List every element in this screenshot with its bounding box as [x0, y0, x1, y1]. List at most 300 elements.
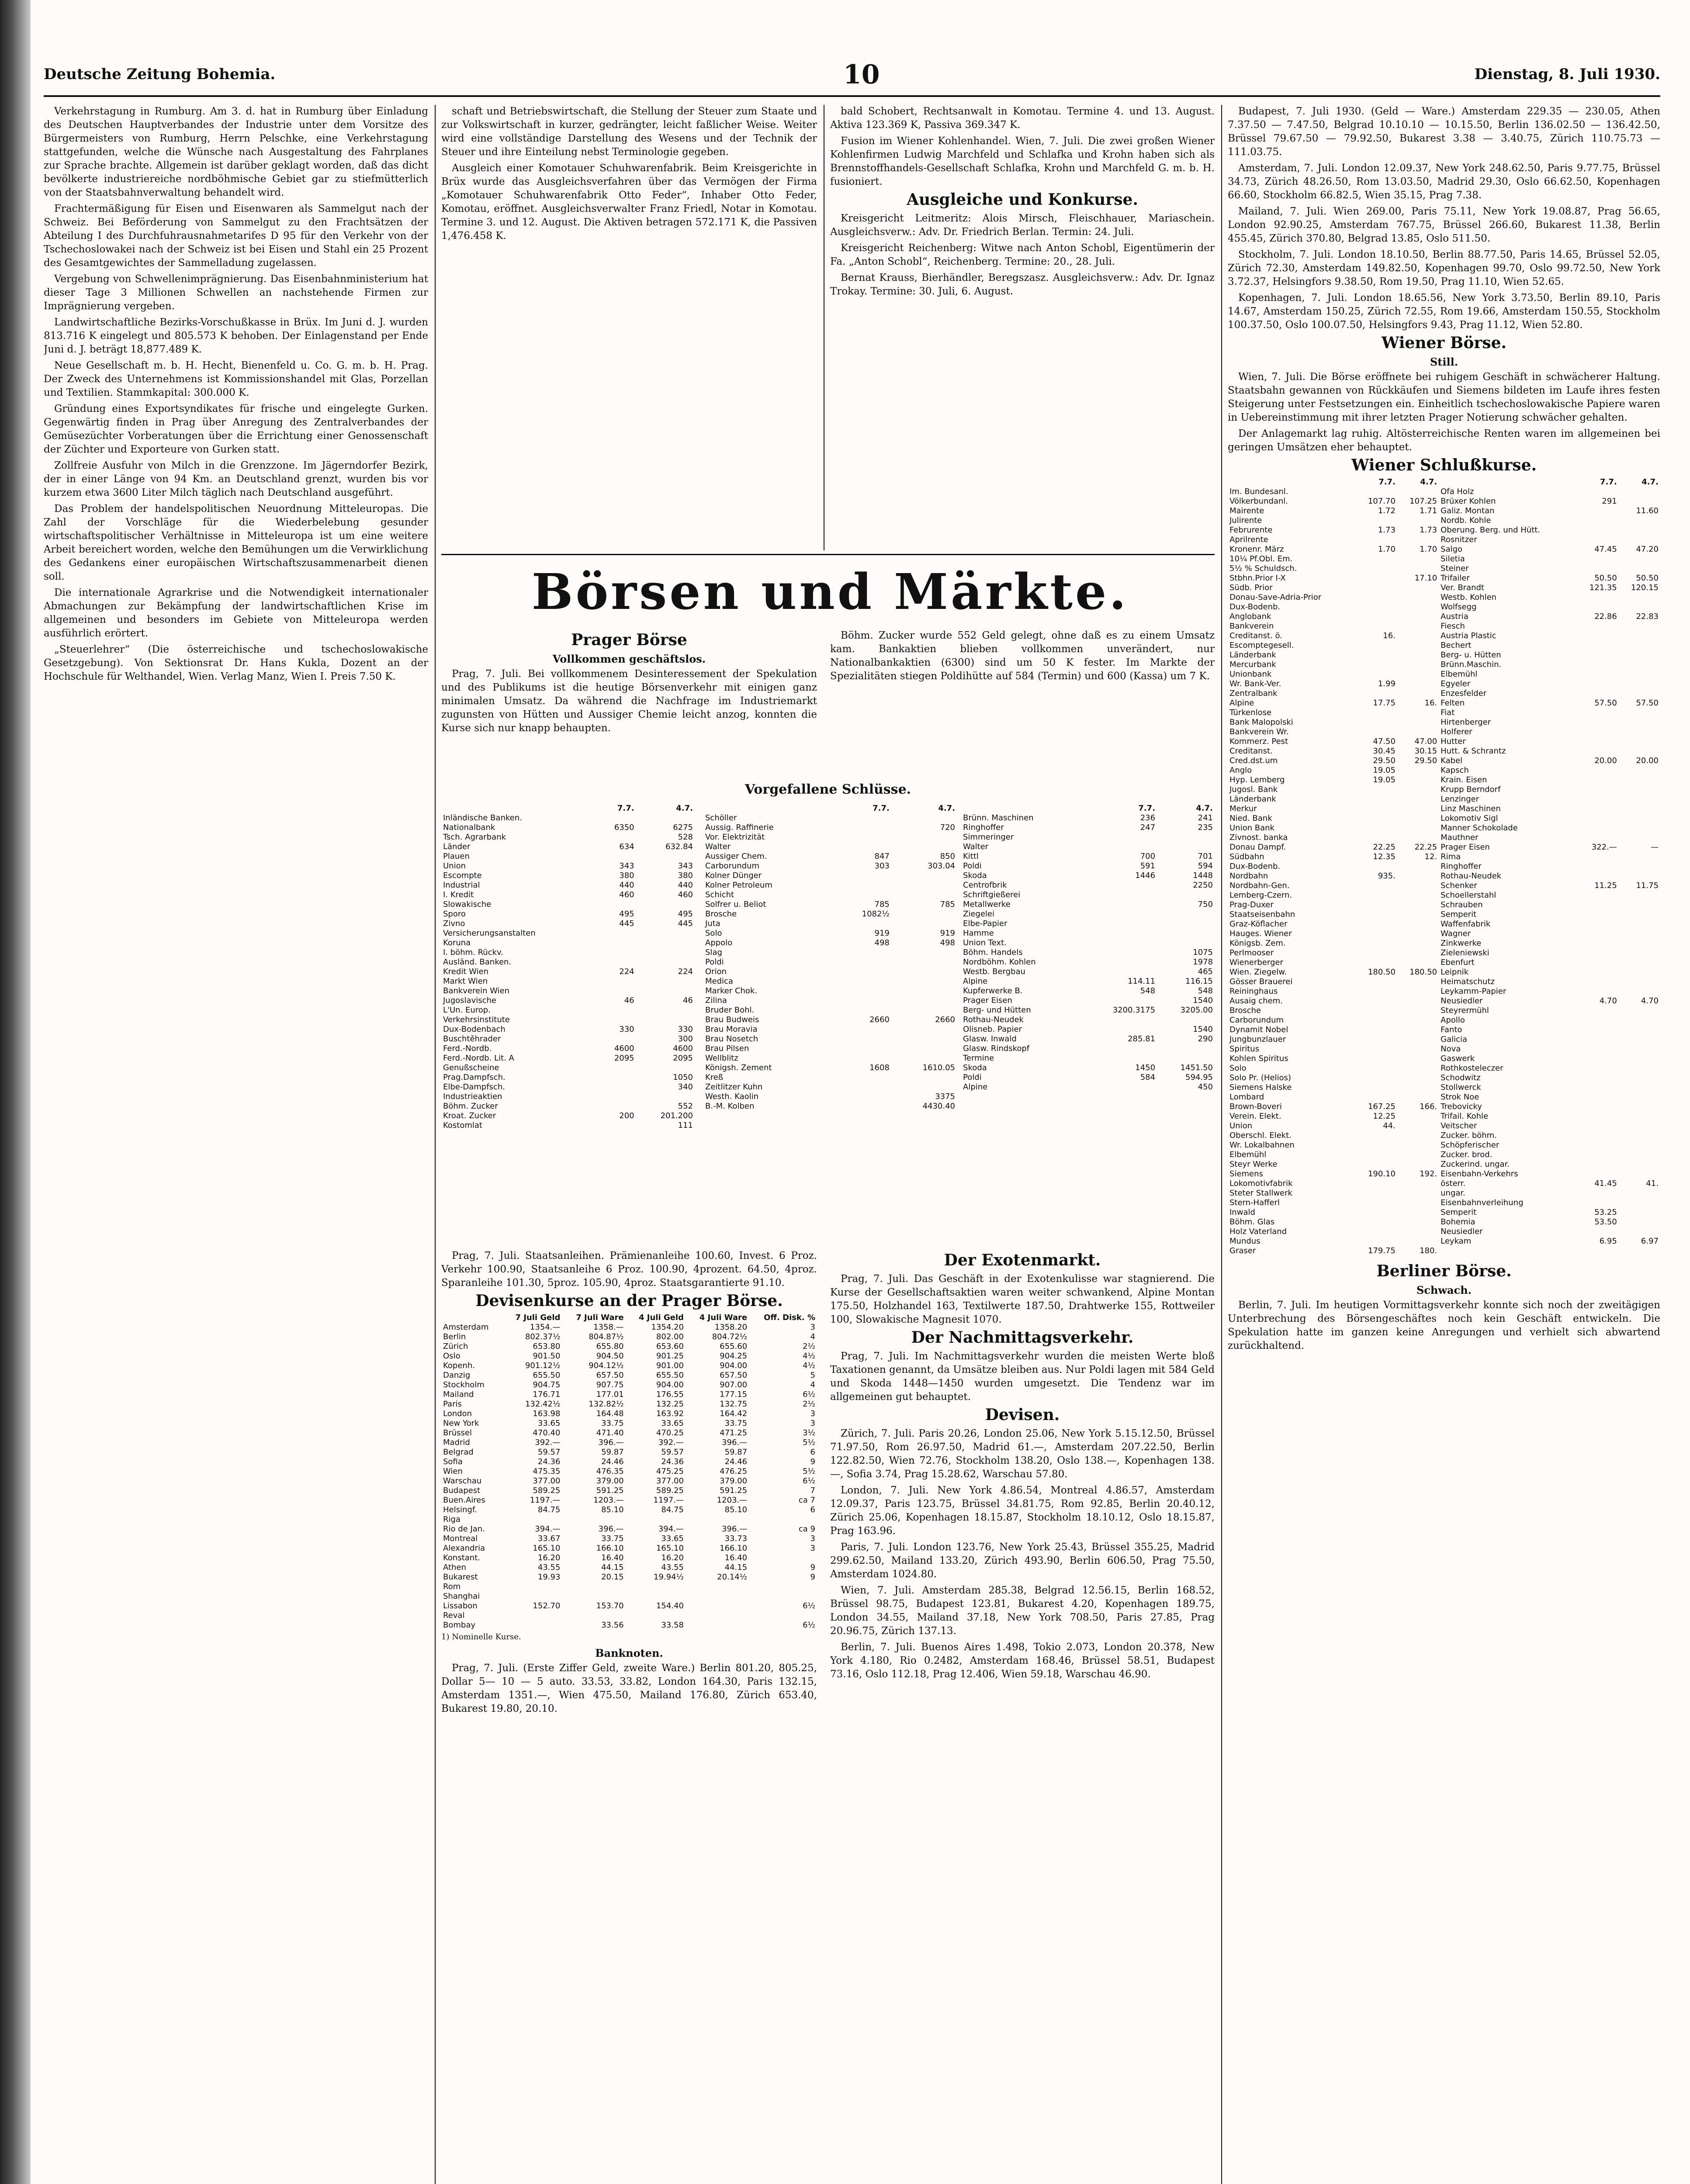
rates-paragraph: Stockholm, 7. Juli. London 18.10.50, Berlin 88.77.50, Paris 14.65, Brüssel 52.05, Zürich 72.30, Amsterdam 149.82.50, Kopenhagen 99.70, Oslo 99.72.50, New York 3.72.37, Helsingfors 9.38.50, Rom 19.50, Prag 11.10, Wien 52.65. — [1228, 249, 1660, 287]
table-cell: Escomptegesell. — [1229, 641, 1294, 650]
table-cell — [1577, 535, 1619, 545]
table-cell: Bankverein Wr. — [1229, 727, 1289, 736]
table-cell — [1577, 823, 1619, 833]
table-cell: Reininghaus — [1229, 987, 1278, 996]
table-cell: Alpine — [963, 1082, 988, 1092]
table-cell: Riga — [443, 1515, 461, 1524]
table-cell: 475.35 — [533, 1467, 561, 1476]
table-cell: Union — [1229, 1121, 1253, 1130]
table-cell — [1083, 996, 1157, 1006]
table-cell — [1619, 987, 1660, 996]
table-cell — [1356, 1140, 1397, 1150]
rates-paragraph: Mailand, 7. Juli. Wien 269.00, Paris 75.11, New York 19.08.87, Prag 56.65, London 92.90.25, Amsterdam 767.75, Brüssel 266.60, Bukarest 11.38, Berlin 455.45, Zürich 370.80, Belgrad 13.85, Oslo 511.50. — [1228, 206, 1660, 244]
table-cell: 152.70 — [533, 1601, 561, 1610]
article-paragraph: bald Schobert, Rechtsanwalt in Komotau. Termine 4. und 13. August. Aktiva 123.369 K, Passiva 369.347 K. — [830, 106, 1215, 131]
table-row — [441, 1111, 695, 1121]
table-cell — [1356, 804, 1397, 814]
table-cell — [636, 1092, 695, 1102]
table-cell: 47.00 — [1414, 737, 1437, 746]
table-row — [441, 1563, 817, 1572]
table-cell: Orion — [705, 967, 727, 976]
table-row — [441, 1371, 817, 1380]
table-row — [961, 919, 1215, 929]
table-cell: 1.70 — [1420, 545, 1437, 554]
table-row — [1228, 1208, 1660, 1217]
table-cell: Amsterdam — [443, 1323, 489, 1332]
table-cell: Galicia — [1441, 1035, 1468, 1044]
table-row — [441, 1034, 695, 1044]
table-cell — [1397, 1140, 1439, 1150]
table-cell: Carborundum — [1229, 1016, 1284, 1025]
table-cell — [636, 986, 695, 996]
table-cell — [1356, 1064, 1397, 1073]
table-row — [441, 833, 695, 842]
table-cell — [1397, 1208, 1439, 1217]
table-cell: 16.40 — [601, 1553, 624, 1562]
table-cell: Schöpferischer — [1441, 1140, 1500, 1150]
table-cell: Termine — [963, 1054, 994, 1063]
table-cell: 377.00 — [533, 1476, 561, 1486]
table-cell: 224 — [678, 967, 693, 976]
table-cell: Plauen — [443, 852, 470, 861]
table-cell: 498 — [874, 938, 890, 947]
article-paragraph: Frachtermäßigung für Eisen und Eisenwaren als Sammelgut nach der Schweiz. Bei Beförderung von Sammelgut zu den Frachtsätzen der Abteilung I des Durchfuhrausnahmetarifes D 95 für den Verkehr von der Tschechoslowakei nach der Schweiz ist bei Eisen und Stahl ein 25 Prozent des Gesamtgewichtes der Sammelladung zugelassen. — [44, 203, 428, 269]
table-cell — [1356, 1237, 1397, 1246]
table-row — [441, 871, 695, 881]
table-cell — [1356, 948, 1397, 958]
table-cell: Nordb. Kohle — [1441, 516, 1491, 525]
berliner-boerse-heading: Berliner Börse. — [1376, 1262, 1512, 1280]
table-cell: 657.50 — [596, 1371, 624, 1380]
table-cell — [598, 1073, 636, 1082]
table-cell — [1619, 497, 1660, 506]
table-row — [441, 1428, 817, 1438]
table-cell: 33.67 — [537, 1534, 561, 1543]
table-cell: Bruder Bohl. — [705, 1006, 755, 1015]
table-cell — [1619, 689, 1660, 698]
table-cell — [1619, 746, 1660, 756]
table-row — [961, 890, 1215, 900]
table-cell — [1619, 1102, 1660, 1112]
table-cell — [1577, 593, 1619, 602]
table-cell: 495 — [678, 909, 693, 919]
table-cell: 132.82½ — [589, 1400, 624, 1409]
table-row — [961, 909, 1215, 919]
table-cell — [1577, 1160, 1619, 1169]
table-row — [1228, 1140, 1660, 1150]
table-cell — [1397, 622, 1439, 631]
table-cell: Wolfsegg — [1441, 602, 1477, 612]
table-row — [441, 1544, 817, 1553]
table-row — [441, 1409, 817, 1419]
table-cell: Mundus — [1229, 1237, 1261, 1246]
table-cell: 153.70 — [596, 1601, 624, 1610]
table-cell — [686, 1582, 749, 1592]
table-cell — [1577, 631, 1619, 641]
table-cell: Bukarest — [443, 1572, 478, 1582]
table-cell: 33.73 — [724, 1534, 748, 1543]
table-cell: Steiner — [1441, 564, 1469, 573]
table-cell: 1197.— — [530, 1496, 561, 1505]
table-cell: Ferd.-Nordb. Lit. A — [443, 1054, 514, 1063]
table-row — [441, 948, 695, 957]
table-row — [1228, 612, 1660, 622]
table-cell: 9 — [810, 1563, 815, 1572]
table-cell — [891, 1054, 957, 1063]
table-cell: 3200.3175 — [1112, 1006, 1156, 1015]
table-cell — [1619, 804, 1660, 814]
table-row — [703, 909, 957, 919]
table-cell: Metallwerke — [963, 900, 1011, 909]
table-cell: Lissabon — [443, 1601, 478, 1610]
table-cell: 59.57 — [661, 1448, 684, 1457]
table-cell — [1356, 814, 1397, 823]
table-cell: 53.50 — [1594, 1217, 1617, 1227]
table-cell: 180. — [1420, 1246, 1437, 1255]
column-header: 4 Juli Ware — [699, 1313, 748, 1322]
table-cell: Krain. Eisen — [1441, 775, 1487, 784]
table-cell: 594.95 — [1185, 1073, 1213, 1082]
table-cell: Oberung. Berg. und Hütt. — [1441, 525, 1541, 535]
table-cell: 919 — [874, 929, 890, 938]
table-cell: Merkur — [1229, 804, 1257, 813]
table-cell: 291 — [1602, 497, 1617, 506]
table-cell — [891, 957, 957, 967]
table-row — [441, 938, 695, 948]
table-row — [441, 1054, 695, 1063]
table-row — [1228, 1054, 1660, 1064]
table-cell: Holferer — [1441, 727, 1472, 736]
table-cell: 804.72½ — [712, 1332, 748, 1341]
table-cell: Hauges. Wiener — [1229, 929, 1292, 938]
table-cell: Elbe-Papier — [963, 919, 1008, 928]
table-cell: 177.01 — [596, 1390, 624, 1399]
table-cell: Appolo — [705, 938, 733, 947]
table-row — [441, 1323, 817, 1332]
table-cell — [1577, 622, 1619, 631]
table-cell — [1356, 1035, 1397, 1044]
table-row — [1228, 689, 1660, 698]
table-row — [703, 1015, 957, 1025]
table-cell: 377.00 — [656, 1476, 684, 1486]
table-cell: Union Bank — [1229, 823, 1274, 833]
table-row — [441, 1601, 817, 1611]
table-cell: Nordböhm. Kohlen — [963, 957, 1036, 967]
table-cell — [1619, 919, 1660, 929]
table-cell — [1619, 650, 1660, 660]
table-cell: Bankverein — [1229, 622, 1274, 631]
table-cell: Simmeringer — [963, 833, 1014, 842]
table-row — [441, 1342, 817, 1351]
table-cell: 2095 — [673, 1054, 693, 1063]
table-cell — [686, 1515, 749, 1524]
table-cell: 84.75 — [661, 1505, 684, 1514]
table-cell — [636, 1063, 695, 1073]
table-cell — [1577, 1131, 1619, 1140]
table-cell — [1577, 929, 1619, 939]
table-cell: 154.40 — [656, 1601, 684, 1610]
table-cell: Linz Maschinen — [1441, 804, 1501, 813]
table-cell: Hamme — [963, 929, 994, 938]
table-cell: 1540 — [1193, 996, 1213, 1005]
berliner-boerse-sub: Schwach. — [1416, 1284, 1472, 1296]
column-header: 4.7. — [1642, 477, 1659, 487]
table-cell — [686, 1621, 749, 1630]
table-cell: 3 — [810, 1409, 815, 1418]
table-row — [703, 833, 957, 842]
table-cell: 57.50 — [1636, 698, 1659, 708]
table-cell: Böhm. Zucker — [443, 1102, 498, 1111]
table-cell: Sofia — [443, 1457, 463, 1466]
table-cell: Leykamm-Papier — [1441, 987, 1506, 996]
table-cell: Nordbahn — [1229, 871, 1268, 881]
table-cell: 19.05 — [1373, 766, 1396, 775]
table-row — [1228, 1092, 1660, 1102]
table-cell: 594 — [1198, 861, 1213, 871]
table-cell: Belgrad — [443, 1448, 474, 1457]
table-cell — [1397, 958, 1439, 968]
table-cell: 132.25 — [656, 1400, 684, 1409]
table-cell: Brau Nosetch — [705, 1034, 758, 1044]
table-cell: 4600 — [673, 1044, 693, 1053]
table-cell — [1083, 967, 1157, 977]
table-cell: 20.14½ — [717, 1572, 748, 1582]
table-cell: 720 — [940, 823, 955, 832]
table-cell: Stollwerck — [1441, 1083, 1481, 1092]
table-cell: 192. — [1420, 1169, 1437, 1178]
table-cell — [1397, 1025, 1439, 1035]
table-cell: Fiat — [1441, 708, 1455, 717]
table-cell — [1619, 679, 1660, 689]
table-cell: 43.55 — [537, 1563, 561, 1572]
table-cell: 785 — [874, 900, 890, 909]
table-cell — [1083, 1025, 1157, 1034]
table-cell: Rothau-Neudek — [963, 1015, 1024, 1024]
table-cell: Im. Bundesanl. — [1229, 487, 1288, 496]
page-number: 10 — [843, 59, 880, 90]
table-cell — [1577, 708, 1619, 718]
table-row — [703, 977, 957, 986]
table-cell: 785 — [940, 900, 955, 909]
table-cell — [1397, 1131, 1439, 1140]
table-cell — [636, 938, 695, 948]
table-cell: Dux-Bodenb. — [1229, 862, 1281, 871]
devisen-heading: Devisenkurse an der Prager Börse. — [475, 1292, 783, 1310]
table-cell: 24.36 — [537, 1457, 561, 1466]
table-row — [1228, 497, 1660, 506]
table-cell: 548 — [1140, 986, 1156, 995]
table-cell — [1619, 1064, 1660, 1073]
column-1 — [44, 105, 428, 2184]
table-cell: 53.25 — [1594, 1208, 1617, 1217]
table-cell — [1397, 939, 1439, 948]
table-cell: Versicherungsanstalten — [443, 929, 536, 938]
table-cell: 919 — [940, 929, 955, 938]
table-cell: 235 — [1198, 823, 1213, 832]
table-cell: Zieleniewski — [1441, 948, 1489, 957]
ausgleiche-heading: Ausgleiche und Konkurse. — [907, 190, 1138, 209]
table-cell: 177.15 — [720, 1390, 748, 1399]
table-cell — [1356, 689, 1397, 698]
table-cell: 907.00 — [720, 1380, 748, 1389]
table-cell: 584 — [1140, 1073, 1156, 1082]
table-cell: 20.15 — [601, 1572, 624, 1582]
table-cell: Anglobank — [1229, 612, 1271, 621]
middle-right-lower — [830, 1249, 1215, 2184]
table-cell — [1397, 1150, 1439, 1160]
table-cell: Shanghai — [443, 1592, 480, 1601]
table-cell: 1448 — [1193, 871, 1213, 880]
table-cell: Länderbank — [1229, 795, 1276, 804]
table-cell: 476.35 — [596, 1467, 624, 1476]
table-row — [441, 1102, 695, 1111]
table-row — [1228, 727, 1660, 737]
table-cell — [1397, 833, 1439, 843]
table-row — [703, 1092, 957, 1102]
table-cell — [1356, 660, 1397, 670]
table-cell — [636, 900, 695, 909]
table-cell — [1397, 1092, 1439, 1102]
table-cell — [1083, 881, 1157, 890]
table-cell: 4.70 — [1641, 996, 1659, 1006]
table-cell: Brüxer Kohlen — [1441, 497, 1496, 506]
table-cell — [1356, 900, 1397, 910]
table-cell — [1397, 583, 1439, 593]
column-header — [441, 804, 598, 813]
table-cell: 3½ — [803, 1428, 815, 1438]
table-cell: Slowakische — [443, 900, 492, 909]
table-cell: Böhm. Handels — [963, 948, 1023, 957]
table-cell: 33.58 — [661, 1621, 684, 1630]
table-cell: Olisneb. Papier — [963, 1025, 1022, 1034]
table-cell: 653.60 — [656, 1342, 684, 1351]
table-cell — [598, 852, 636, 861]
table-cell — [598, 1015, 636, 1025]
table-cell — [1397, 612, 1439, 622]
article-paragraph: Das Problem der handelspolitischen Neuordnung Mitteleuropas. Die Zahl der Vorschläge für die Wiederbelebung gesunder wirtschaftspolitischer Verhältnisse in Mitteleuropa ist um eine weitere Arbeit bereichert worden, welche den Bemühungen um die Verwirklichung des Gedankens einer europäischen Wirtschaftszusammenarbeit dienen soll. — [44, 503, 428, 582]
table-cell: Felten — [1441, 698, 1465, 708]
table-cell — [835, 986, 891, 996]
table-row — [961, 813, 1215, 823]
table-cell: 5½ — [803, 1467, 815, 1476]
table-row — [1228, 1064, 1660, 1073]
table-cell: 163.98 — [533, 1409, 561, 1418]
table-cell: 1.72 — [1378, 506, 1396, 515]
table-cell — [891, 842, 957, 852]
table-row — [1228, 1160, 1660, 1169]
table-cell: 4 — [810, 1332, 815, 1341]
table-row — [961, 871, 1215, 881]
table-cell — [749, 1553, 817, 1563]
table-cell: ca 7 — [798, 1496, 815, 1505]
table-row — [441, 1332, 817, 1342]
table-cell — [891, 919, 957, 929]
table-cell: Rima — [1441, 852, 1461, 861]
table-cell: Centrofbrik — [963, 881, 1007, 890]
table-cell: 1197.— — [653, 1496, 684, 1505]
table-cell: Wellblitz — [705, 1054, 738, 1063]
table-cell: 3 — [810, 1419, 815, 1428]
table-cell: 4600 — [614, 1044, 634, 1053]
header-rule — [44, 95, 1660, 97]
table-row — [961, 967, 1215, 977]
table-cell — [891, 1044, 957, 1054]
table-row — [703, 919, 957, 929]
table-cell: 2095 — [614, 1054, 634, 1063]
table-cell — [1577, 679, 1619, 689]
table-cell — [1397, 1121, 1439, 1131]
table-cell — [1619, 958, 1660, 968]
table-cell — [1397, 718, 1439, 727]
table-cell — [1397, 977, 1439, 987]
table-cell — [1619, 1140, 1660, 1150]
table-cell: 1451.50 — [1180, 1063, 1213, 1072]
table-cell: Aussiger Chem. — [705, 852, 767, 861]
table-row — [961, 852, 1215, 861]
table-cell: Brünn.Maschin. — [1441, 660, 1502, 669]
table-cell: New York — [443, 1419, 479, 1428]
table-cell: Ferd.-Nordb. — [443, 1044, 492, 1053]
table-cell: 802.00 — [656, 1332, 684, 1341]
table-row — [441, 1121, 695, 1130]
table-row — [441, 1467, 817, 1476]
table-cell — [835, 996, 891, 1006]
table-cell: Fanto — [1441, 1025, 1462, 1034]
table-cell: Perlmooser — [1229, 948, 1274, 957]
table-cell — [1619, 1169, 1660, 1179]
table-cell: 121.35 — [1589, 583, 1617, 592]
table-cell — [562, 1582, 625, 1592]
table-cell: 16. — [1383, 631, 1396, 640]
table-row — [441, 1015, 695, 1025]
table-cell: 6350 — [614, 823, 634, 832]
table-cell — [1397, 929, 1439, 939]
table-cell — [1439, 1246, 1577, 1256]
table-cell: Inwald — [1229, 1208, 1255, 1217]
table-cell — [562, 1611, 625, 1621]
table-cell: Mairente — [1229, 506, 1264, 515]
table-cell — [1397, 487, 1439, 497]
table-cell — [1577, 1035, 1619, 1044]
table-cell — [626, 1515, 686, 1524]
table-cell: 10¼ Pf.Obl. Em. — [1229, 554, 1293, 563]
table-cell: Holz Vaterland — [1229, 1227, 1287, 1236]
table-row — [1228, 900, 1660, 910]
table-cell: London — [443, 1409, 472, 1418]
table-cell — [835, 1102, 891, 1111]
table-cell — [1083, 929, 1157, 938]
table-cell — [626, 1592, 686, 1601]
table-cell: Danzig — [443, 1371, 471, 1380]
table-row — [1228, 1044, 1660, 1054]
table-cell: Donau-Save-Adria-Prior — [1229, 593, 1322, 602]
table-cell — [1577, 1198, 1619, 1208]
table-cell — [1397, 871, 1439, 881]
table-cell: Nova — [1441, 1044, 1461, 1054]
table-cell: Ofa Holz — [1441, 487, 1474, 496]
table-cell: 589.25 — [533, 1486, 561, 1495]
table-cell: 901.00 — [656, 1361, 684, 1370]
devisen-paragraph: London, 7. Juli. New York 4.86.54, Montreal 4.86.57, Amsterdam 12.09.37, Paris 123.75, Brüssel 34.81.75, Rom 92.85, Berlin 20.40.12, Zürich 25.06, Kopenhagen 18.15.87, Stockholm 18.10.12, Oslo 18.15.87, Prag 163.96. — [830, 1485, 1215, 1537]
wiener-schlusskurse-heading: Wiener Schlußkurse. — [1351, 456, 1537, 474]
table-row — [441, 986, 695, 996]
table-cell — [1356, 891, 1397, 900]
table-cell — [1356, 1227, 1397, 1237]
table-cell — [1356, 708, 1397, 718]
table-cell — [1577, 689, 1619, 698]
table-cell: 475.25 — [656, 1467, 684, 1476]
table-cell: 655.60 — [720, 1342, 748, 1351]
